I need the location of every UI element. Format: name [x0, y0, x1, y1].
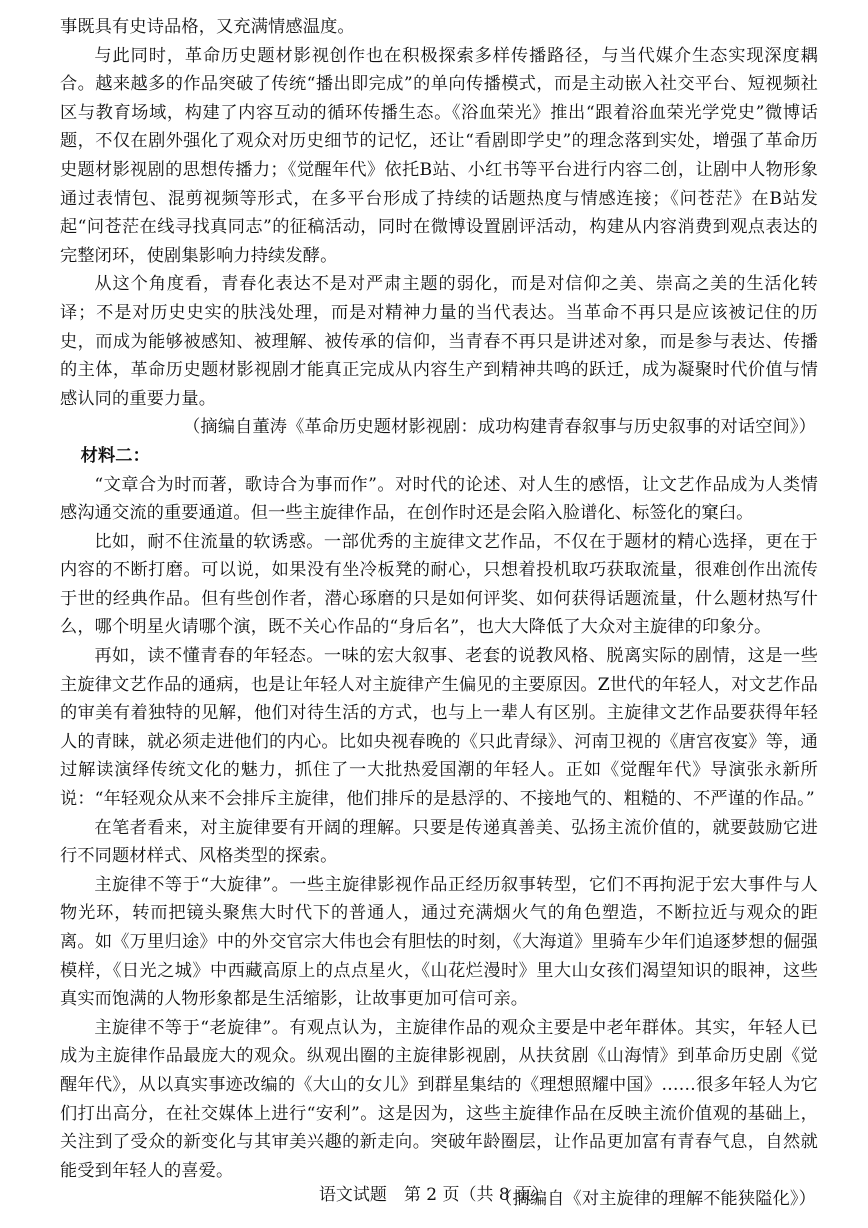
paragraph-not-old-melody: 主旋律不等于“老旋律”。有观点认为，主旋律作品的观众主要是中老年群体。其实，年轻人已成为主旋律作品最庞大的观众。纵观出圈的主旋律影视剧，从扶贫剧《山海情》到革命历史剧《觉醒年代》，从以真实事迹改编的《大山的女儿》到群星集结的《理想照耀中国》……很多年轻人为它们打出高分，在社交媒体上进行“安利”。这是因为，这些主旋律作品在反映主流价值观的基础上，关注到了受众的新变化与其审美兴趣的新走向。突破年龄圈层，让作品更加富有青春气息，自然就能受到年轻人的喜爱。 — [60, 1017, 818, 1181]
paragraph-continuation: 事既具有史诗品格，又充满情感温度。 — [60, 17, 355, 37]
paragraph-youth-understanding: 再如，读不懂青春的年轻态。一味的宏大叙事、老套的说教风格、脱离实际的剧情，这是一些主旋律文艺作品的通病，也是让年轻人对主旋律产生偏见的主要原因。Z世代的年轻人，对文艺作品的审美有着独特的见解，他们对待生活的方式，也与上一辈人有区别。主旋律文艺作品要获得年轻人的青睐，就必须走进他们的内心。比如央视春晚的《只此青绿》、河南卫视的《唐宫夜宴》等，通过解读演绎传统文化的魅力，抓住了一大批热爱国潮的年轻人。正如《觉醒年代》导演张永新所说：“年轻观众从来不会排斥主旋律，他们排斥的是悬浮的、不接地气的、粗糙的、不严谨的作品。” — [60, 646, 818, 810]
paragraph-intro-material-two: “文章合为时而著，歌诗合为事而作”。对时代的论述、对人生的感悟，让文艺作品成为人类情感沟通交流的重要通道。但一些主旋律作品，在创作时还是会陷入脸谱化、标签化的窠臼。 — [60, 474, 818, 524]
paragraph-media-dissemination: 与此同时，革命历史题材影视创作也在积极探索多样传播路径，与当代媒介生态实现深度耦合。越来越多的作品突破了传统“播出即完成”的单向传播模式，而是主动嵌入社交平台、短视频社区与教育场域，构建了内容互动的循环传播生态。《浴血荣光》推出“跟着浴血荣光学党史”微博话题，不仅在剧外强化了观众对历史细节的记忆，还让“看剧即学史”的理念落到实处，增强了革命历史题材影视剧的思想传播力；《觉醒年代》依托B站、小红书等平台进行内容二创，让剧中人物形象通过表情包、混剪视频等形式，在多平台形成了持续的话题热度与情感连接；《问苍茫》在B站发起“问苍茫在线寻找真同志”的征稿活动，同时在微博设置剧评活动，构建从内容消费到观点表达的完整闭环，使剧集影响力持续发酵。 — [60, 45, 818, 266]
material-two-label: 材料二： — [80, 445, 150, 466]
source-citation-material-one: （摘编自董涛《革命历史题材影视剧：成功构建青春叙事与历史叙事的对话空间》） — [183, 417, 816, 438]
paragraph-traffic-temptation: 比如，耐不住流量的软诱惑。一部优秀的主旋律文艺作品，不仅在于题材的精心选择，更在于内容的不断打磨。可以说，如果没有坐冷板凳的耐心，只想着投机取巧获取流量，很难创作出流传于世的经典作品。但有些创作者，潜心琢磨的只是如何评奖、如何获得话题流量，什么题材热写什么，哪个明星火请哪个演，既不关心作品的“身后名”，也大大降低了大众对主旋律的印象分。 — [60, 531, 818, 638]
paragraph-not-grand-melody: 主旋律不等于“大旋律”。一些主旋律影视作品正经历叙事转型，它们不再拘泥于宏大事件与人物光环，转而把镜头聚焦大时代下的普通人，通过充满烟火气的角色塑造，不断拉近与观众的距离。如《万里归途》中的外交官宗大伟也会有胆怯的时刻，《大海道》里骑车少年们追逐梦想的倔强模样，《日光之城》中西藏高原上的点点星火，《山花烂漫时》里大山女孩们渴望知识的眼神，这些真实而饱满的人物形象都是生活缩影，让故事更加可信可亲。 — [60, 874, 818, 1010]
paragraph-youthful-expression: 从这个角度看，青春化表达不是对严肃主题的弱化，而是对信仰之美、崇高之美的生活化转译；不是对历史史实的肤浅处理，而是对精神力量的当代表达。当革命不再只是应该被记住的历史，而成为能够被感知、被理解、被传承的信仰，当青春不再只是讲述对象，而是参与表达、传播的主体，革命历史题材影视剧才能真正完成从内容生产到精神共鸣的跃迁，成为凝聚时代价值与情感认同的重要力量。 — [60, 274, 818, 409]
page-footer: 语文试题 第 2 页（共 8 页） — [318, 1185, 550, 1205]
article-body — [60, 13, 818, 1214]
source-citation-material-two: （摘编自《对主旋律的理解不能狭隘化》） — [495, 1189, 816, 1210]
paragraph-broad-understanding: 在笔者看来，对主旋律要有开阔的理解。只要是传递真善美、弘扬主流价值的，就要鼓励它进行不同题材样式、风格类型的探索。 — [60, 817, 818, 867]
